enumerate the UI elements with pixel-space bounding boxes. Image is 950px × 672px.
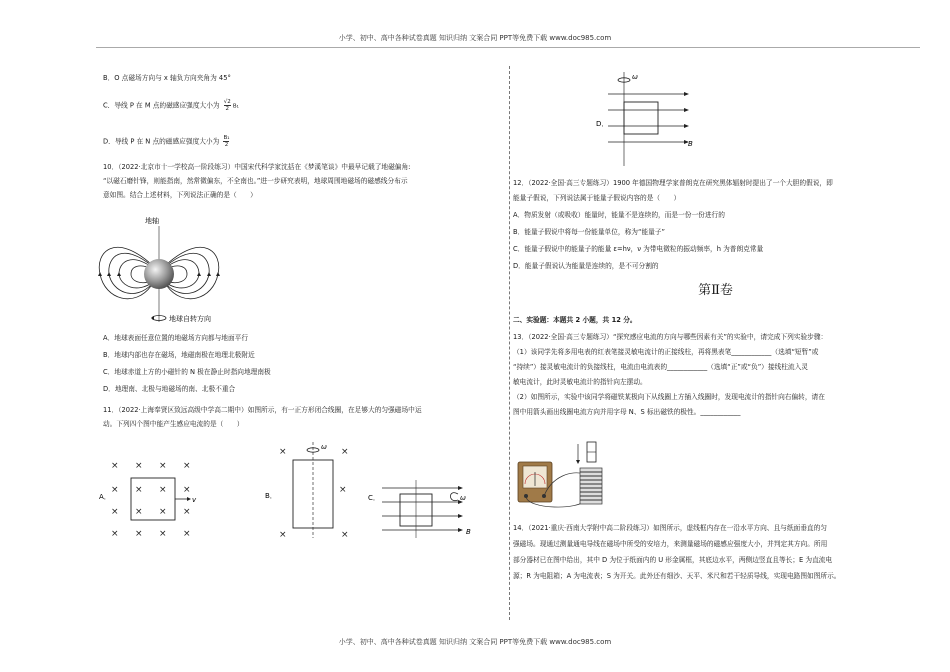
earth-sphere [144, 259, 174, 289]
q10-line-1: 10．（2022·北京市十一学校高一阶段练习）中国宋代科学家沈括在《梦溪笔谈》中最早记载了地磁偏角: [103, 163, 411, 171]
option-d-numerator: B₁ [223, 135, 230, 141]
q11-line-1: 11．（2022·上海奉贤区致远高级中学高二期中）如图所示，有一正方形闭合线圈，在足够大的匀强磁场中运 [103, 406, 422, 414]
option-c-text: C．导线 P 在 M 点的磁感应强度大小为 [103, 101, 220, 110]
fig11-c-omega: ω [460, 494, 466, 502]
svg-text:×: × [159, 485, 167, 495]
arrow-left-mid [107, 272, 111, 276]
option-b: B．O 点磁场方向与 x 轴负方向夹角为 45° [103, 74, 231, 82]
fig11-a-label: A． [99, 493, 111, 501]
q10-line-2: “以磁石磨针锋，则能指南，然常微偏东，不全南也。”进一步研究表明，地球周围地磁场的磁感线分布示 [103, 177, 408, 185]
svg-text:×: × [159, 461, 167, 471]
figure-11-a [95, 452, 215, 542]
svg-text:×: × [135, 529, 143, 539]
fig-d-coil [624, 102, 658, 134]
svg-text:×: × [111, 461, 119, 471]
arrow-left-inner [117, 272, 121, 276]
svg-text:×: × [135, 507, 143, 517]
svg-text:×: × [135, 485, 143, 495]
fig-d-label: D． [596, 120, 609, 128]
svg-text:×: × [111, 485, 119, 495]
fig11-c-field-arrows [458, 486, 463, 532]
q14-line-1: 14．（2021·重庆·西南大学附中高二阶段练习）如图所示，虚线框内存在一沿水平方向、且与纸面垂直的匀 [513, 524, 827, 532]
q12-option-c: C．能量子假说中的能量子的能量 ε=hν，ν 为带电微粒的振动频率，h 为普朗克常量 [513, 245, 764, 253]
svg-text:×: × [183, 529, 191, 539]
option-d [103, 135, 229, 148]
q10-line-3: 意如图。结合上述材料，下列说法正确的是（ ） [103, 191, 257, 199]
question-10 [103, 163, 503, 200]
q10-option-d: D．地理南、北极与地磁场的南、北极不重合 [103, 385, 236, 393]
section-title: 第Ⅱ卷 [698, 283, 733, 298]
q13-line-5: （2）如图所示，实验中该同学将磁铁某极向下从线圈上方插入线圈时，发现电流计的指针向右偏转，请在 [513, 393, 825, 401]
q10-option-b: B．地球内部也存在磁场，地磁南极在地理北极附近 [103, 351, 255, 359]
option-d-fraction [223, 135, 229, 148]
svg-text:×: × [183, 507, 191, 517]
q11-line-2: 动。下列四个图中能产生感应电流的是（ ） [103, 420, 244, 428]
section-subtitle: 二、实验题：本题共 2 小题，共 12 分。 [513, 316, 637, 324]
arrow-right-inner [197, 272, 201, 276]
q10-option-c: C．地球赤道上方的小磁针的 N 极在静止时指向地理南极 [103, 368, 271, 376]
svg-text:×: × [159, 507, 167, 517]
figure-11-b [265, 440, 365, 540]
option-c [103, 99, 239, 112]
q12-line-2: 能量子假说，下列说法属于能量子假说内容的是（ ） [513, 194, 681, 202]
fig11-b-omega: ω [321, 443, 327, 451]
option-d-denominator: 2 [224, 142, 229, 148]
option-c-fraction [224, 99, 231, 112]
svg-text:×: × [159, 529, 167, 539]
fig-d-field-arrows [684, 92, 689, 144]
q13-line-6: 图中用箭头画出线圈电流方向并用字母 N、S 标出磁铁的极性。____________ [513, 408, 741, 416]
fig-d-omega: ω [632, 73, 638, 81]
earth-axis-label: 地轴 [145, 217, 159, 225]
fig-d-field-lines [608, 94, 684, 142]
arrow-right-mid [207, 272, 211, 276]
q13-line-3: “持续”）接灵敏电流计的负接线柱，电流由电流表的____________（选填“正”或“负”）接线柱流入灵 [513, 363, 808, 371]
q13-line-1: 13．（2022·全国·高三专题练习）“探究感应电流的方向与哪些因素有关”的实验中，请完成下列实验步骤： [513, 333, 828, 341]
question-12 [513, 179, 918, 271]
fig-d-B: B [688, 140, 693, 148]
q12-line-1: 12．（2022·全国·高三专题练习）1900 年德国物理学家普朗克在研究黑体辐射时提出了一个大胆的假说，即 [513, 179, 833, 187]
coil-body [580, 468, 602, 504]
insert-arrow-head [576, 460, 580, 464]
galvanometer-coil-figure [512, 440, 622, 512]
svg-text:×: × [279, 530, 287, 540]
svg-text:×: × [341, 530, 349, 540]
question-13 [513, 333, 918, 417]
svg-text:×: × [111, 507, 119, 517]
q13-line-4: 敏电流计，此时灵敏电流计的指针向左摆动。 [513, 378, 647, 386]
header-rule [96, 47, 920, 48]
q14-line-3: 部分器材已在图中给出，其中 D 为位于纸面内的 U 形金属框，其底边水平，两侧边竖直且等长；E 为直流电 [513, 556, 833, 564]
fig11-c-B: B [466, 528, 471, 536]
svg-text:×: × [341, 447, 349, 457]
question-10-options [103, 334, 503, 394]
page-footer: 小学、初中、高中各种试卷真题 知识归纳 文案合同 PPT等免费下载 www.doc985.com [338, 638, 612, 646]
svg-text:×: × [183, 461, 191, 471]
column-divider [509, 66, 510, 620]
arrow-right-outer [216, 272, 220, 276]
question-14 [513, 524, 918, 581]
fig11-a-field-marks [111, 461, 191, 539]
q14-line-2: 强磁场。现通过测量通电导线在磁场中所受的安培力，来测量磁场的磁感应强度大小，并判定其方向。所用 [513, 540, 828, 548]
fig11-c-rotation-icon [451, 493, 459, 501]
svg-text:×: × [279, 447, 287, 457]
q12-option-a: A．物质发射（或吸收）能量时，能量不是连续的，而是一份一份进行的 [513, 211, 725, 219]
earth-rotation-label: 地球自转方向 [169, 315, 211, 323]
option-c-numerator: √2 [223, 99, 231, 105]
q14-line-4: 源；R 为电阻箱；A 为电流表；S 为开关。此外还有细沙、天平、米尺和若干轻质导线，实现电路图如图所示。 [513, 572, 841, 580]
question-11 [103, 406, 503, 429]
fig11-b-field-marks [279, 447, 349, 540]
svg-text:×: × [183, 485, 191, 495]
figure-11-d [590, 70, 710, 170]
fig11-a-velocity-label: v [192, 496, 197, 504]
figure-11-c [368, 474, 488, 544]
option-c-unit: B₁ [232, 103, 239, 110]
q10-option-a: A．地球表面任意位置的地磁场方向都与地面平行 [103, 334, 249, 342]
svg-text:×: × [339, 485, 347, 495]
q12-option-d: D．能量子假说认为能量是连续的，是不可分割的 [513, 262, 659, 270]
option-c-denominator: 2 [225, 106, 229, 112]
earth-magnetic-field-figure [95, 212, 235, 330]
fig11-b-letter: B． [265, 492, 277, 500]
arrow-left-outer [98, 272, 102, 276]
fig11-c-label: C． [368, 494, 380, 502]
q13-line-2: （1）该同学先将多用电表的红表笔接灵敏电流计的正接线柱，再将黑表笔____________（选填“短暂”或 [513, 348, 819, 356]
q12-option-b: B．能量子假说中将每一份能量单位，称为“能量子” [513, 228, 665, 236]
svg-text:×: × [135, 461, 143, 471]
page-header: 小学、初中、高中各种试卷真题 知识归纳 文案合同 PPT等免费下载 www.doc985.com [338, 34, 612, 42]
option-d-text: D．导线 P 在 N 点的磁感应强度大小为 [103, 137, 220, 146]
fig11-a-arrow-head [187, 497, 191, 501]
svg-text:×: × [111, 529, 119, 539]
